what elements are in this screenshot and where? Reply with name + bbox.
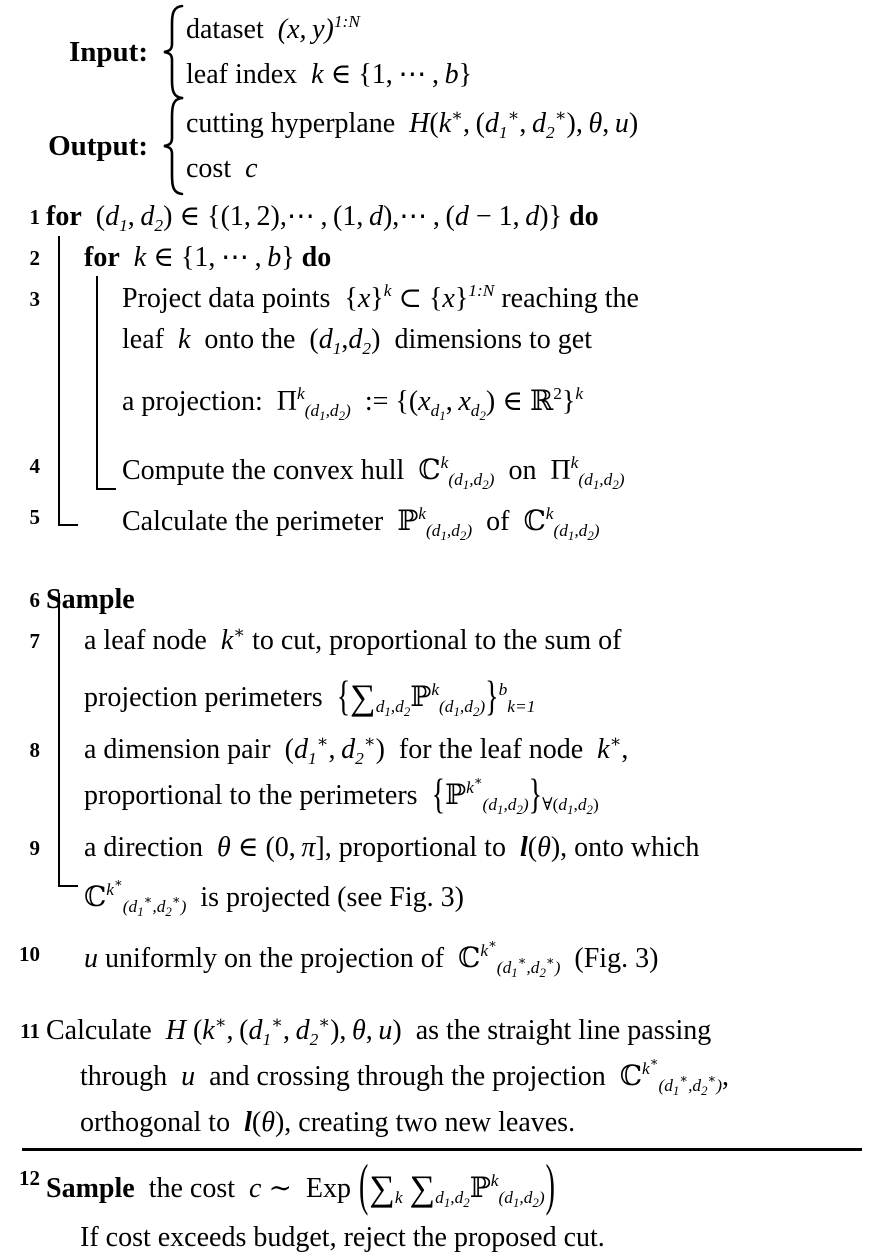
input-lines [186,7,876,97]
step-text-9b: ℂ$^{k^∗}_{(d_1^∗,d_2^∗)}$ is projected (see Fig. 3) [84,876,464,919]
a-projection-text: a projection: [122,386,263,417]
output-label: Output: [48,129,148,162]
input-line-dataset: dataset (x, y)$^{1:N}$ [186,12,360,45]
line-number-5: 5 [29,505,40,529]
step-text-3c: a projection: $\Pi^k_{(d_1,d_2)}$ := {($x_{d_1}$, $x_{d_2}$) ∈ ℝ$^2$}$^k$ [122,384,584,423]
step-text-2: for k ∈ {1, ⋯ , b} do [84,242,332,273]
step-line-9 [0,827,876,923]
step-line-10 [0,933,876,984]
step-text-1: for ($d_1$, $d_2$) ∈ {(1, 2),⋯ , (1, d),⋯ , (d − 1, d)} do [46,201,599,235]
proportional-to-text: , proportional to [324,832,506,863]
step-line-7 [0,620,876,723]
a-direction-text: a direction [84,832,203,863]
proportional-to-perimeters-text: proportional to the perimeters [84,780,418,811]
line-number-9: 9 [29,836,40,860]
is-projected-text: is projected (see Fig. 3) [200,882,464,913]
step-text-3b: leaf k onto the $(d_1,d_2)$ dimensions to get [122,324,592,358]
calculate-text: Calculate [46,1015,152,1046]
step-line-11 [0,1010,876,1143]
step-text-3a: Project data points $\{x\}^k$ ⊂ $\{x\}^{1:N}$ reaching the [122,281,639,314]
step-line-1 [0,196,876,237]
project-data-points-text: Project data points [122,283,331,314]
step-text-8b: proportional to the perimeters $\{ℙ^{k^∗}_{(d_1,d_2)}\}_{\forall(d_1,d_2)}$ [84,772,599,819]
cost-text: cost [186,153,232,184]
u-uniformly-text: uniformly on the projection of [105,943,445,974]
algorithm-io-header [0,6,876,194]
creating-two-leaves-text: , creating two new leaves. [284,1107,576,1138]
keyword-sample-12: Sample [46,1173,135,1204]
compute-convex-hull-text: Compute the convex hull [122,455,405,486]
dimensions-to-get-text: dimensions to get [394,324,592,355]
line-number-7: 7 [29,629,40,653]
keyword-for-2: for [84,242,120,273]
step-text-6 [46,579,876,620]
step-line-6 [0,579,876,620]
calculate-perimeter-text: Calculate the perimeter [122,506,384,537]
a-dimension-pair-text: a dimension pair [84,734,271,765]
onto-which-text: , onto which [560,832,700,863]
output-brace [160,96,186,196]
step-text-10: u uniformly on the projection of ℂ$^{k^∗}_{(d_1^∗,d_2^∗)}$ (Fig. 3) [84,937,659,980]
of-text: of [486,506,510,537]
step-text-11a: Calculate H (k∗, ($d_1^∗$, $d_2^∗$), θ, u) as the straight line passing [46,1013,712,1049]
line-number-10: 10 [19,942,40,966]
to-cut-proportional-text: to cut, proportional to the sum of [252,625,622,656]
line-number-3: 3 [29,287,40,311]
onto-the-text: onto the [204,324,296,355]
the-cost-text: the cost [148,1173,235,1204]
step-text-11c: orthogonal to l(θ), creating two new leaves. [80,1107,576,1138]
cutting-hyperplane-text: cutting hyperplane [186,108,396,139]
line-number-4: 4 [29,454,40,478]
if-cost-exceeds-text: If cost exceeds budget, reject the proposed cut. [80,1222,605,1253]
step-text-7a: a leaf node k∗ to cut, proportional to the sum of [84,623,622,656]
line-number-12: 12 [19,1166,40,1190]
step-line-5 [0,496,876,547]
line-number-1: 1 [29,205,40,229]
step-text-5: Calculate the perimeter ℙ$^k_{(d_1,d_2)}$ of ℂ$^k_{(d_1,d_2)}$ [122,504,600,543]
through-u-text: through [80,1061,168,1092]
step-text-8a: a dimension pair ($d_1^∗$, $d_2^∗$) for the leaf node k∗, [84,732,629,768]
fig3-text: (Fig. 3) [574,943,659,974]
keyword-do-2: do [301,242,332,273]
on-text: on [508,455,537,486]
line-number-2: 2 [29,246,40,270]
keyword-sample-6: Sample [46,584,135,615]
algorithm-input-row [0,6,876,98]
input-line-leaf-index: leaf index k ∈ {1, ⋯ , b} [186,59,473,90]
output-line-cost: cost c [186,153,258,184]
step-text-12a: Sample the cost c ∼ Exp ($\sum_k$ $\sum_{d_1,d_2}ℙ^k_{(d_1,d_2)}$) [46,1154,555,1218]
keyword-for-1: for [46,201,82,232]
reaching-the-text: reaching the [501,283,639,314]
and-crossing-text: and crossing through the projection [209,1061,606,1092]
leaf-text: leaf [122,324,164,355]
step-text-4: Compute the convex hull ℂ$^k_{(d_1,d_2)}$ on $\Pi^k_{(d_1,d_2)}$ [122,453,625,492]
leaf-index-text: leaf index [186,59,298,90]
as-straight-line-text: as the straight line passing [415,1015,712,1046]
bottom-rule [22,1148,862,1151]
exp-text: Exp [305,1173,352,1204]
keyword-do-1: do [569,201,599,232]
output-lines [186,101,876,191]
orthogonal-to-text: orthogonal to [80,1107,231,1138]
step-line-12 [0,1154,876,1258]
step-text-12b [46,1217,876,1258]
line-number-6: 6 [29,588,40,612]
projection-perimeters-text: projection perimeters [84,682,323,713]
step-line-3 [0,278,876,427]
algorithm-output-row [0,98,876,194]
for-the-leaf-node-text: for the leaf node [398,734,584,765]
algorithm-steps [0,196,876,1258]
step-text-11b: through u and crossing through the projection ℂ$^{k^∗}_{(d_1^∗,d_2^∗)}$, [80,1055,730,1098]
a-leaf-node-text: a leaf node [84,625,207,656]
step-line-2 [0,237,876,278]
line-number-8: 8 [29,738,40,762]
dataset-text: dataset [186,14,264,45]
input-label: Input: [69,35,148,68]
output-line-hyperplane: cutting hyperplane H(k∗, ($d_1^∗$, $d_2^∗$), θ, u) [186,106,639,142]
step-line-8 [0,729,876,821]
input-brace [160,4,186,100]
step-line-4 [0,445,876,496]
line-number-11: 11 [20,1019,40,1043]
step-text-9a: a direction θ ∈ (0, π], proportional to l(θ), onto which [84,832,700,863]
step-text-7b: projection perimeters $\{\sum_{d_1,d_2}ℙ^k_{(d_1,d_2)}\}^b_{k=1}$ [84,674,536,721]
